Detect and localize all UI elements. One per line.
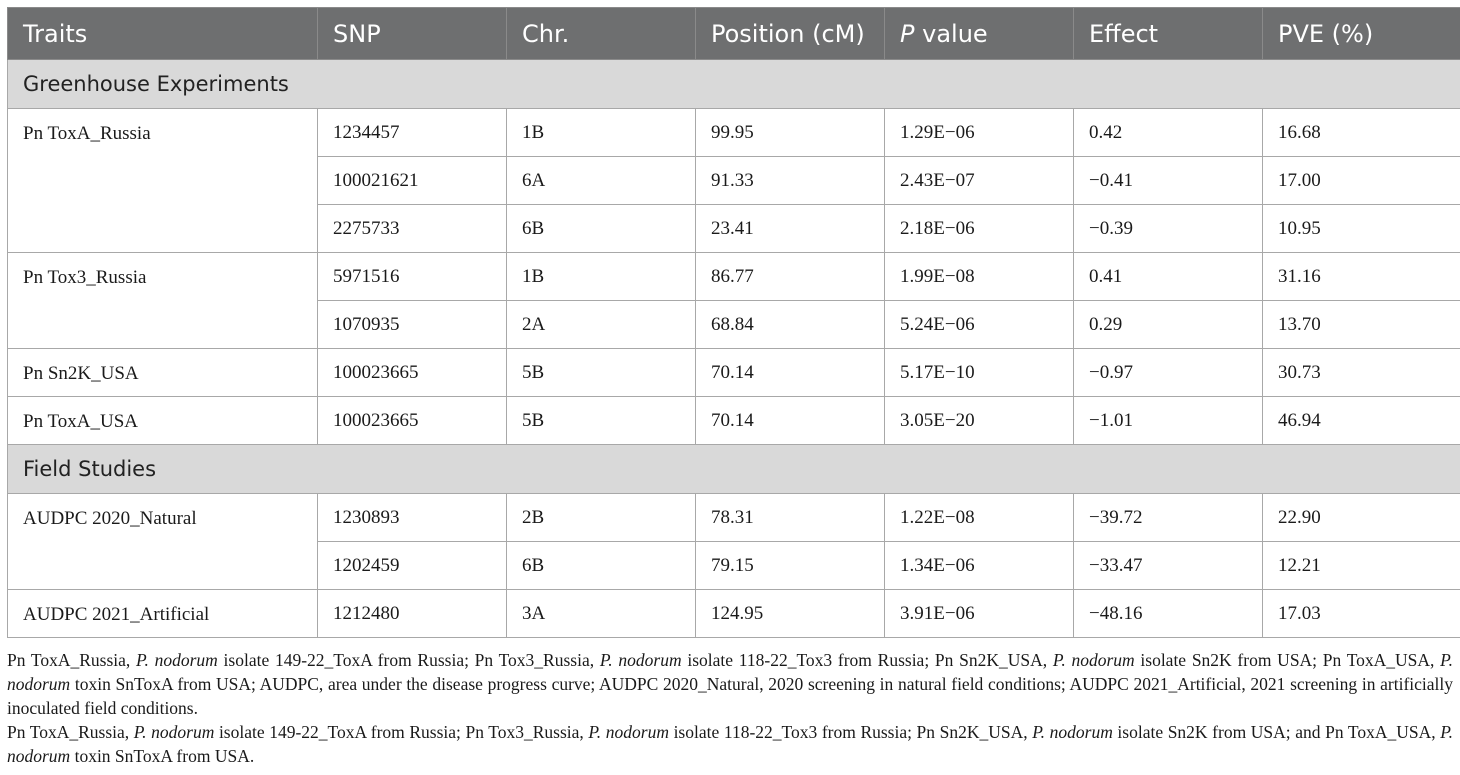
table-row (8, 253, 1460, 301)
table-header-row (8, 8, 1460, 60)
position-cell: 99.95 (696, 109, 885, 157)
results-table-container (7, 7, 1453, 638)
effect-cell: −0.41 (1074, 157, 1263, 205)
snp-results-table (7, 7, 1460, 638)
header-snp: SNP (318, 8, 507, 60)
section-title: Field Studies (8, 445, 1460, 494)
effect-cell: −48.16 (1074, 590, 1263, 638)
footnote-text: isolate Sn2K from USA; Pn ToxA_USA, (1134, 650, 1441, 670)
effect-cell: 0.41 (1074, 253, 1263, 301)
footnote-text: isolate 118-22_Tox3 from Russia; Pn Sn2K_USA, (668, 722, 1033, 742)
species-name: P. nodorum (133, 722, 215, 742)
chr-cell: 5B (507, 397, 696, 445)
pve-cell: 30.73 (1263, 349, 1460, 397)
effect-cell: −39.72 (1074, 494, 1263, 542)
effect-cell: −33.47 (1074, 542, 1263, 590)
position-cell: 124.95 (696, 590, 885, 638)
table-body (8, 60, 1460, 638)
pve-cell: 46.94 (1263, 397, 1460, 445)
chr-cell: 2A (507, 301, 696, 349)
snp-cell: 5971516 (318, 253, 507, 301)
footnote-text: isolate 118-22_Tox3 from Russia; Pn Sn2K_USA, (681, 650, 1053, 670)
snp-cell: 1212480 (318, 590, 507, 638)
footnote-text: isolate 149-22_ToxA from Russia; Pn Tox3_Russia, (217, 650, 600, 670)
table-row (8, 349, 1460, 397)
header-traits: Traits (8, 8, 318, 60)
chr-cell: 6B (507, 542, 696, 590)
chr-cell: 6B (507, 205, 696, 253)
position-cell: 79.15 (696, 542, 885, 590)
footnote-text: isolate Sn2K from USA; and Pn ToxA_USA, (1112, 722, 1441, 742)
position-cell: 78.31 (696, 494, 885, 542)
p-value-cell: 5.24E−06 (885, 301, 1074, 349)
p-value-cell: 5.17E−10 (885, 349, 1074, 397)
chr-cell: 1B (507, 109, 696, 157)
effect-cell: −0.39 (1074, 205, 1263, 253)
position-cell: 70.14 (696, 397, 885, 445)
effect-cell: 0.42 (1074, 109, 1263, 157)
effect-cell: −0.97 (1074, 349, 1263, 397)
snp-cell: 1202459 (318, 542, 507, 590)
position-cell: 91.33 (696, 157, 885, 205)
table-footnotes (7, 648, 1453, 768)
p-value-cell: 1.99E−08 (885, 253, 1074, 301)
p-value-cell: 1.22E−08 (885, 494, 1074, 542)
species-name: P. nodorum (1052, 650, 1135, 670)
trait-cell: AUDPC 2020_Natural (8, 494, 318, 590)
footnote-text: toxin SnToxA from USA; AUDPC, area under the disease progress curve; AUDPC 2020_Natural, 2020 screening in natural field conditions; AUDPC 2021_Artificial, 2021 screening in artificially inoculated field conditions. (7, 674, 1453, 718)
position-cell: 68.84 (696, 301, 885, 349)
chr-cell: 6A (507, 157, 696, 205)
species-name: P. nodorum (588, 722, 669, 742)
trait-cell: Pn Sn2K_USA (8, 349, 318, 397)
snp-cell: 100023665 (318, 397, 507, 445)
snp-cell: 100021621 (318, 157, 507, 205)
chr-cell: 1B (507, 253, 696, 301)
table-row (8, 397, 1460, 445)
species-name: P. nodorum (7, 650, 1453, 694)
p-value-cell: 2.43E−07 (885, 157, 1074, 205)
snp-cell: 100023665 (318, 349, 507, 397)
species-name: P. nodorum (136, 650, 218, 670)
p-value-cell: 3.05E−20 (885, 397, 1074, 445)
position-cell: 70.14 (696, 349, 885, 397)
p-value-cell: 1.29E−06 (885, 109, 1074, 157)
pve-cell: 12.21 (1263, 542, 1460, 590)
snp-cell: 1234457 (318, 109, 507, 157)
effect-cell: −1.01 (1074, 397, 1263, 445)
section-title: Greenhouse Experiments (8, 60, 1460, 109)
snp-cell: 1230893 (318, 494, 507, 542)
pve-cell: 10.95 (1263, 205, 1460, 253)
p-value-cell: 1.34E−06 (885, 542, 1074, 590)
trait-cell: AUDPC 2021_Artificial (8, 590, 318, 638)
snp-cell: 2275733 (318, 205, 507, 253)
pve-cell: 31.16 (1263, 253, 1460, 301)
effect-cell: 0.29 (1074, 301, 1263, 349)
trait-cell: Pn ToxA_Russia (8, 109, 318, 253)
footnote-paragraph (7, 648, 1453, 720)
position-cell: 86.77 (696, 253, 885, 301)
header-p-value: P value (885, 8, 1074, 60)
species-name: P. nodorum (1032, 722, 1113, 742)
footnote-text: Pn ToxA_Russia, (7, 650, 137, 670)
trait-cell: Pn ToxA_USA (8, 397, 318, 445)
p-value-cell: 3.91E−06 (885, 590, 1074, 638)
header-pve: PVE (%) (1263, 8, 1460, 60)
chr-cell: 3A (507, 590, 696, 638)
species-name: P. nodorum (599, 650, 682, 670)
pve-cell: 13.70 (1263, 301, 1460, 349)
footnote-text: isolate 149-22_ToxA from Russia; Pn Tox3_Russia, (214, 722, 589, 742)
chr-cell: 5B (507, 349, 696, 397)
header-position: Position (cM) (696, 8, 885, 60)
table-row (8, 494, 1460, 542)
table-row (8, 109, 1460, 157)
footnote-text: toxin SnToxA from USA. (70, 746, 255, 766)
header-chr: Chr. (507, 8, 696, 60)
pve-cell: 17.03 (1263, 590, 1460, 638)
p-value-cell: 2.18E−06 (885, 205, 1074, 253)
chr-cell: 2B (507, 494, 696, 542)
section-row (8, 445, 1460, 494)
pve-cell: 22.90 (1263, 494, 1460, 542)
footnote-text: Pn ToxA_Russia, (7, 722, 134, 742)
pve-cell: 16.68 (1263, 109, 1460, 157)
pve-cell: 17.00 (1263, 157, 1460, 205)
header-effect: Effect (1074, 8, 1263, 60)
table-row (8, 590, 1460, 638)
section-row (8, 60, 1460, 109)
species-name: P. nodorum (7, 722, 1453, 766)
position-cell: 23.41 (696, 205, 885, 253)
footnote-paragraph (7, 720, 1453, 768)
snp-cell: 1070935 (318, 301, 507, 349)
trait-cell: Pn Tox3_Russia (8, 253, 318, 349)
